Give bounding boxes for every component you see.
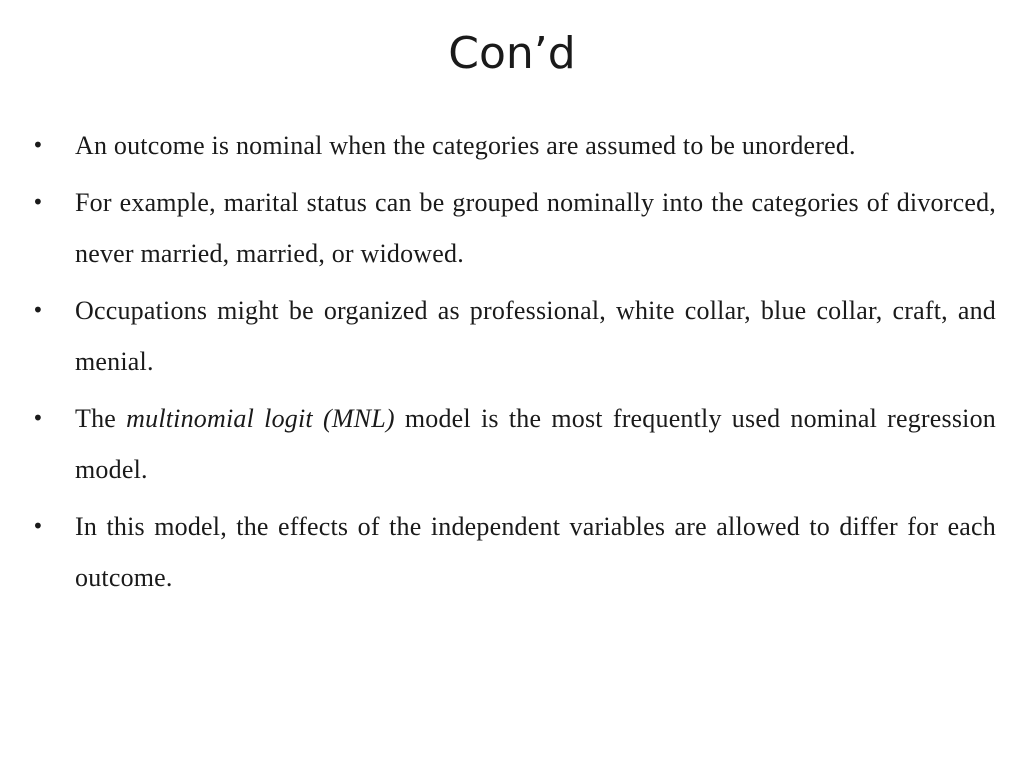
bullet-marker: • [32,298,44,322]
bullet-list [28,120,996,609]
bullet-item [28,120,996,171]
bullet-item [28,393,996,495]
bullet-marker: • [32,190,44,214]
bullet-marker: • [32,406,44,430]
bullet-marker: • [32,133,44,157]
bullet-text [75,404,996,484]
bullet-marker: • [32,514,44,538]
bullet-item [28,285,996,387]
bullet-text-suffix: model is the most frequently used nominal regression model. [75,404,996,484]
bullet-text-prefix: The [75,404,127,433]
slide-title: Con’d [448,28,576,79]
bullet-item [28,501,996,603]
bullet-text: Occupations might be organized as professional, white collar, blue collar, craft, and menial. [75,296,996,376]
bullet-text: An outcome is nominal when the categories are assumed to be unordered. [75,131,856,160]
bullet-text: In this model, the effects of the independent variables are allowed to differ for each outcome. [75,512,996,592]
bullet-item [28,177,996,279]
mnl-term: multinomial logit (MNL) [126,404,395,433]
bullet-text: For example, marital status can be grouped nominally into the categories of divorced, never married, married, or widowed. [75,188,996,268]
